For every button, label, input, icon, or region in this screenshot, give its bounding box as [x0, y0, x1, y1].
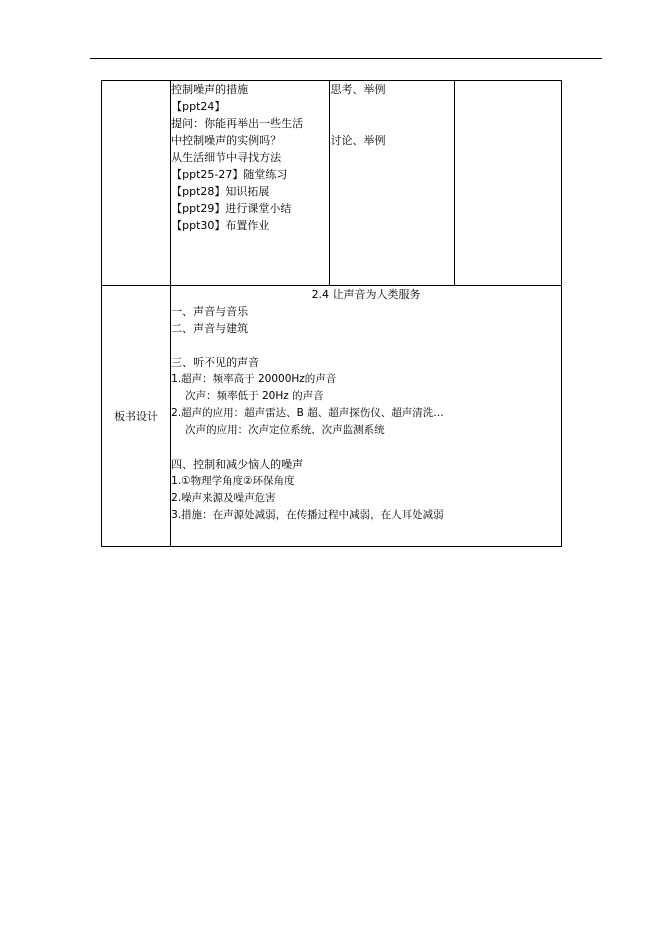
board-item: 2.噪声来源及噪声危害: [171, 492, 276, 504]
student-activity-discuss: 讨论、举例: [330, 134, 386, 147]
activity-line: 中控制噪声的实例吗？: [171, 134, 282, 147]
board-design-content: [171, 286, 562, 547]
board-item: 次声：频率低于 20Hz 的声音: [185, 390, 324, 402]
empty-label-cell: [102, 81, 171, 286]
board-section: 四、控制和减少恼人的噪声: [171, 458, 304, 471]
board-design-label: 板书设计: [102, 286, 171, 547]
board-item: 2.超声的应用：超声雷达、B 超、超声探伤仪、超声清洗…: [171, 407, 444, 419]
board-item: 1.超声：频率高于 20000Hz的声音: [171, 373, 337, 385]
board-item: 3.措施：在声源处减弱，在传播过程中减弱，在人耳处减弱: [171, 509, 444, 521]
header-rule: [90, 58, 602, 59]
activity-line: 【ppt30】布置作业: [171, 219, 270, 232]
board-section: 二、声音与建筑: [171, 322, 249, 335]
board-section: 一、声音与音乐: [171, 305, 249, 318]
activity-line: 【ppt24】: [171, 100, 226, 113]
activity-line: 【ppt25-27】随堂练习: [171, 168, 288, 181]
student-activity-cell: [330, 81, 454, 286]
lesson-plan-table: [101, 80, 562, 547]
board-item: 1.①物理学角度②环保角度: [171, 475, 295, 487]
board-section: 三、听不见的声音: [171, 356, 260, 369]
teacher-activity-cell: [171, 81, 330, 286]
activity-line: 控制噪声的措施: [171, 83, 249, 96]
board-item: 次声的应用：次声定位系统、次声监测系统: [185, 424, 385, 436]
board-title: 2.4 让声音为人类服务: [311, 288, 421, 301]
activity-line: 提问：你能再举出一些生活: [171, 117, 304, 130]
empty-notes-cell: [454, 81, 561, 286]
activity-line: 【ppt28】知识拓展: [171, 185, 270, 198]
teaching-process-row: [102, 81, 562, 286]
student-activity-think: 思考、举例: [330, 83, 386, 96]
board-design-row: [102, 286, 562, 547]
activity-line: 从生活细节中寻找方法: [171, 151, 282, 164]
activity-line: 【ppt29】进行课堂小结: [171, 202, 292, 215]
